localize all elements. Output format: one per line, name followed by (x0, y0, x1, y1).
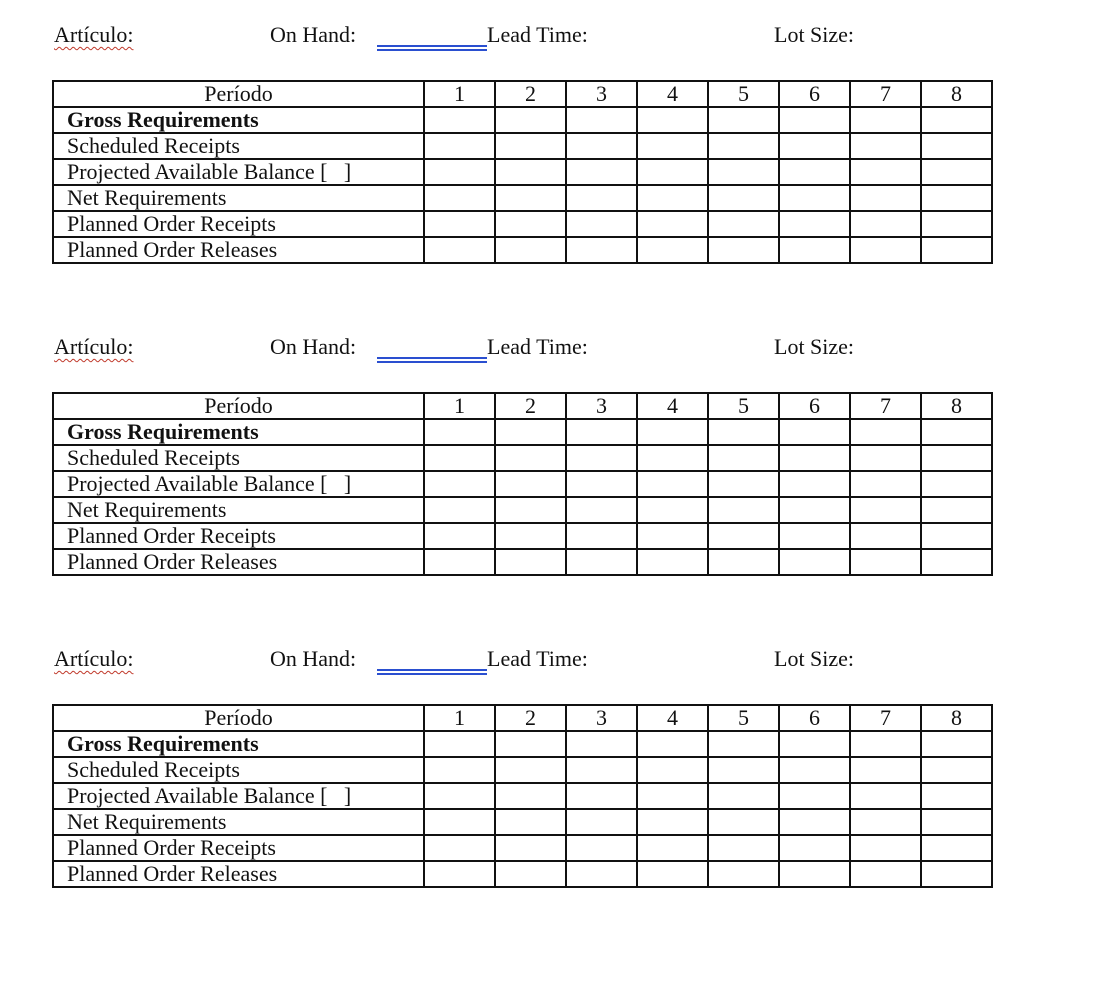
value-cell[interactable] (637, 757, 708, 783)
value-cell[interactable] (424, 445, 495, 471)
value-cell[interactable] (566, 757, 637, 783)
on-hand-label: On Hand: (270, 334, 357, 359)
value-cell[interactable] (495, 237, 566, 263)
row-label-cell (53, 835, 424, 861)
value-cell[interactable] (850, 523, 921, 549)
value-cell[interactable] (495, 159, 566, 185)
value-cell[interactable] (424, 185, 495, 211)
table-row (53, 861, 992, 887)
value-cell[interactable] (850, 497, 921, 523)
lead-time-label: Lead Time: (487, 646, 588, 671)
value-cell[interactable] (921, 445, 992, 471)
value-cell[interactable] (779, 523, 850, 549)
row-label: Planned Order Receipts (67, 211, 276, 236)
value-cell[interactable] (779, 185, 850, 211)
value-cell[interactable] (495, 445, 566, 471)
table-row (53, 549, 992, 575)
value-cell[interactable] (921, 809, 992, 835)
row-label-cell (53, 861, 424, 887)
value-cell[interactable] (921, 185, 992, 211)
lead-time-label: Lead Time: (487, 22, 588, 47)
value-cell[interactable] (921, 835, 992, 861)
value-cell[interactable] (566, 835, 637, 861)
value-cell[interactable] (637, 835, 708, 861)
value-cell[interactable] (637, 211, 708, 237)
value-cell[interactable] (424, 783, 495, 809)
row-label: Projected Available Balance [ ] (67, 159, 352, 184)
value-cell[interactable] (424, 809, 495, 835)
period-number: 7 (850, 81, 921, 107)
value-cell[interactable] (637, 107, 708, 133)
row-label-cell (53, 497, 424, 523)
row-label: Scheduled Receipts (67, 757, 240, 782)
value-cell[interactable] (495, 783, 566, 809)
period-number: 7 (850, 705, 921, 731)
row-label: Net Requirements (67, 497, 227, 522)
on-hand-blank-line (377, 669, 487, 675)
value-cell[interactable] (850, 237, 921, 263)
row-label: Gross Requirements (67, 731, 259, 756)
value-cell[interactable] (850, 783, 921, 809)
value-cell[interactable] (424, 419, 495, 445)
period-label: Período (53, 393, 424, 419)
row-label-cell (53, 783, 424, 809)
value-cell[interactable] (566, 211, 637, 237)
value-cell[interactable] (495, 757, 566, 783)
table-row (53, 809, 992, 835)
period-header-row (53, 393, 992, 419)
on-hand-label: On Hand: (270, 646, 357, 671)
row-label: Net Requirements (67, 809, 227, 834)
table-row (53, 419, 992, 445)
period-number: 7 (850, 393, 921, 419)
value-cell[interactable] (566, 861, 637, 887)
value-cell[interactable] (637, 549, 708, 575)
row-label: Planned Order Releases (67, 549, 278, 574)
value-cell[interactable] (779, 159, 850, 185)
value-cell[interactable] (850, 471, 921, 497)
value-cell[interactable] (921, 783, 992, 809)
period-number: 2 (495, 705, 566, 731)
period-number: 4 (637, 81, 708, 107)
table-row (53, 835, 992, 861)
value-cell[interactable] (779, 419, 850, 445)
value-cell[interactable] (637, 809, 708, 835)
value-cell[interactable] (495, 731, 566, 757)
value-cell[interactable] (779, 861, 850, 887)
row-label-cell (53, 757, 424, 783)
value-cell[interactable] (495, 835, 566, 861)
value-cell[interactable] (566, 809, 637, 835)
value-cell[interactable] (779, 445, 850, 471)
value-cell[interactable] (921, 159, 992, 185)
value-cell[interactable] (566, 159, 637, 185)
value-cell[interactable] (921, 471, 992, 497)
value-cell[interactable] (637, 133, 708, 159)
table-row (53, 445, 992, 471)
articulo-label: Artículo: (54, 334, 134, 359)
value-cell[interactable] (637, 783, 708, 809)
row-label: Planned Order Releases (67, 861, 278, 886)
row-label-cell (53, 731, 424, 757)
value-cell[interactable] (708, 861, 779, 887)
value-cell[interactable] (637, 419, 708, 445)
on-hand-blank-line (377, 45, 487, 51)
period-number: 3 (566, 81, 637, 107)
value-cell[interactable] (921, 419, 992, 445)
value-cell[interactable] (424, 731, 495, 757)
value-cell[interactable] (566, 133, 637, 159)
articulo-label: Artículo: (54, 646, 134, 671)
value-cell[interactable] (779, 497, 850, 523)
value-cell[interactable] (850, 159, 921, 185)
value-cell[interactable] (921, 133, 992, 159)
table-row (53, 107, 992, 133)
period-number: 5 (708, 705, 779, 731)
value-cell[interactable] (637, 523, 708, 549)
value-cell[interactable] (850, 419, 921, 445)
value-cell[interactable] (495, 549, 566, 575)
mrp-block-2 (0, 312, 1118, 612)
value-cell[interactable] (566, 731, 637, 757)
value-cell[interactable] (424, 133, 495, 159)
value-cell[interactable] (921, 731, 992, 757)
value-cell[interactable] (424, 835, 495, 861)
lot-size-label: Lot Size: (774, 646, 855, 671)
value-cell[interactable] (495, 861, 566, 887)
period-number: 1 (424, 705, 495, 731)
value-cell[interactable] (850, 549, 921, 575)
value-cell[interactable] (424, 237, 495, 263)
value-cell[interactable] (708, 809, 779, 835)
mrp-table (52, 704, 993, 888)
value-cell[interactable] (921, 757, 992, 783)
value-cell[interactable] (708, 159, 779, 185)
value-cell[interactable] (708, 471, 779, 497)
value-cell[interactable] (708, 107, 779, 133)
value-cell[interactable] (495, 185, 566, 211)
period-number: 3 (566, 705, 637, 731)
value-cell[interactable] (637, 497, 708, 523)
value-cell[interactable] (850, 211, 921, 237)
row-label-cell (53, 237, 424, 263)
table-row (53, 211, 992, 237)
value-cell[interactable] (921, 549, 992, 575)
row-label: Projected Available Balance [ ] (67, 471, 352, 496)
value-cell[interactable] (637, 731, 708, 757)
period-number: 3 (566, 393, 637, 419)
row-label-cell (53, 445, 424, 471)
row-label: Scheduled Receipts (67, 133, 240, 158)
value-cell[interactable] (708, 419, 779, 445)
row-label: Planned Order Receipts (67, 835, 276, 860)
value-cell[interactable] (424, 471, 495, 497)
value-cell[interactable] (921, 211, 992, 237)
value-cell[interactable] (637, 159, 708, 185)
value-cell[interactable] (708, 133, 779, 159)
lot-size-label: Lot Size: (774, 22, 855, 47)
on-hand-label: On Hand: (270, 22, 357, 47)
value-cell[interactable] (708, 497, 779, 523)
value-cell[interactable] (637, 471, 708, 497)
period-number: 6 (779, 705, 850, 731)
value-cell[interactable] (424, 211, 495, 237)
value-cell[interactable] (708, 185, 779, 211)
value-cell[interactable] (708, 731, 779, 757)
value-cell[interactable] (779, 107, 850, 133)
period-number: 4 (637, 705, 708, 731)
mrp-table (52, 392, 993, 576)
period-number: 8 (921, 705, 992, 731)
row-label: Projected Available Balance [ ] (67, 783, 352, 808)
row-label-cell (53, 211, 424, 237)
value-cell[interactable] (850, 185, 921, 211)
period-label: Período (53, 81, 424, 107)
value-cell[interactable] (708, 835, 779, 861)
lot-size-label: Lot Size: (774, 334, 855, 359)
period-number: 8 (921, 81, 992, 107)
period-header-row (53, 81, 992, 107)
row-label-cell (53, 809, 424, 835)
table-row (53, 237, 992, 263)
value-cell[interactable] (495, 133, 566, 159)
value-cell[interactable] (495, 211, 566, 237)
table-row (53, 159, 992, 185)
value-cell[interactable] (921, 107, 992, 133)
value-cell[interactable] (708, 237, 779, 263)
value-cell[interactable] (779, 211, 850, 237)
articulo-label: Artículo: (54, 22, 134, 47)
value-cell[interactable] (566, 523, 637, 549)
value-cell[interactable] (566, 497, 637, 523)
period-number: 1 (424, 393, 495, 419)
row-label-cell (53, 107, 424, 133)
value-cell[interactable] (921, 523, 992, 549)
period-number: 4 (637, 393, 708, 419)
value-cell[interactable] (566, 419, 637, 445)
value-cell[interactable] (708, 523, 779, 549)
value-cell[interactable] (779, 237, 850, 263)
value-cell[interactable] (850, 731, 921, 757)
value-cell[interactable] (708, 783, 779, 809)
value-cell[interactable] (495, 419, 566, 445)
table-row (53, 133, 992, 159)
row-label-cell (53, 549, 424, 575)
period-header-row (53, 705, 992, 731)
mrp-block-3 (0, 624, 1118, 924)
value-cell[interactable] (779, 757, 850, 783)
value-cell[interactable] (566, 185, 637, 211)
row-label-cell (53, 185, 424, 211)
table-row (53, 497, 992, 523)
value-cell[interactable] (637, 237, 708, 263)
value-cell[interactable] (708, 757, 779, 783)
row-label-cell (53, 419, 424, 445)
value-cell[interactable] (566, 471, 637, 497)
value-cell[interactable] (779, 783, 850, 809)
period-number: 8 (921, 393, 992, 419)
period-number: 2 (495, 393, 566, 419)
table-row (53, 523, 992, 549)
value-cell[interactable] (424, 861, 495, 887)
value-cell[interactable] (566, 237, 637, 263)
table-row (53, 185, 992, 211)
row-label-cell (53, 523, 424, 549)
period-number: 6 (779, 393, 850, 419)
period-number: 5 (708, 393, 779, 419)
value-cell[interactable] (566, 549, 637, 575)
value-cell[interactable] (850, 133, 921, 159)
row-label: Gross Requirements (67, 107, 259, 132)
period-number: 6 (779, 81, 850, 107)
period-number: 5 (708, 81, 779, 107)
value-cell[interactable] (424, 497, 495, 523)
value-cell[interactable] (495, 497, 566, 523)
value-cell[interactable] (495, 107, 566, 133)
value-cell[interactable] (850, 107, 921, 133)
mrp-block-1 (0, 0, 1118, 300)
table-row (53, 783, 992, 809)
mrp-table (52, 80, 993, 264)
value-cell[interactable] (637, 861, 708, 887)
on-hand-blank-line (377, 357, 487, 363)
period-number: 2 (495, 81, 566, 107)
value-cell[interactable] (850, 757, 921, 783)
value-cell[interactable] (637, 185, 708, 211)
value-cell[interactable] (850, 835, 921, 861)
value-cell[interactable] (708, 549, 779, 575)
value-cell[interactable] (779, 731, 850, 757)
row-label: Gross Requirements (67, 419, 259, 444)
row-label-cell (53, 159, 424, 185)
value-cell[interactable] (495, 809, 566, 835)
value-cell[interactable] (424, 523, 495, 549)
row-label: Planned Order Releases (67, 237, 278, 262)
value-cell[interactable] (779, 133, 850, 159)
value-cell[interactable] (566, 445, 637, 471)
value-cell[interactable] (779, 835, 850, 861)
value-cell[interactable] (921, 237, 992, 263)
row-label: Scheduled Receipts (67, 445, 240, 470)
value-cell[interactable] (566, 783, 637, 809)
value-cell[interactable] (921, 861, 992, 887)
table-row (53, 731, 992, 757)
value-cell[interactable] (424, 549, 495, 575)
value-cell[interactable] (637, 445, 708, 471)
row-label: Planned Order Receipts (67, 523, 276, 548)
period-label: Período (53, 705, 424, 731)
value-cell[interactable] (921, 497, 992, 523)
value-cell[interactable] (779, 809, 850, 835)
value-cell[interactable] (779, 549, 850, 575)
value-cell[interactable] (566, 107, 637, 133)
value-cell[interactable] (850, 809, 921, 835)
value-cell[interactable] (495, 523, 566, 549)
value-cell[interactable] (708, 445, 779, 471)
value-cell[interactable] (850, 445, 921, 471)
value-cell[interactable] (850, 861, 921, 887)
lead-time-label: Lead Time: (487, 334, 588, 359)
value-cell[interactable] (495, 471, 566, 497)
table-row (53, 471, 992, 497)
value-cell[interactable] (424, 159, 495, 185)
period-number: 1 (424, 81, 495, 107)
table-row (53, 757, 992, 783)
row-label-cell (53, 133, 424, 159)
row-label-cell (53, 471, 424, 497)
value-cell[interactable] (424, 757, 495, 783)
value-cell[interactable] (708, 211, 779, 237)
row-label: Net Requirements (67, 185, 227, 210)
value-cell[interactable] (779, 471, 850, 497)
value-cell[interactable] (424, 107, 495, 133)
